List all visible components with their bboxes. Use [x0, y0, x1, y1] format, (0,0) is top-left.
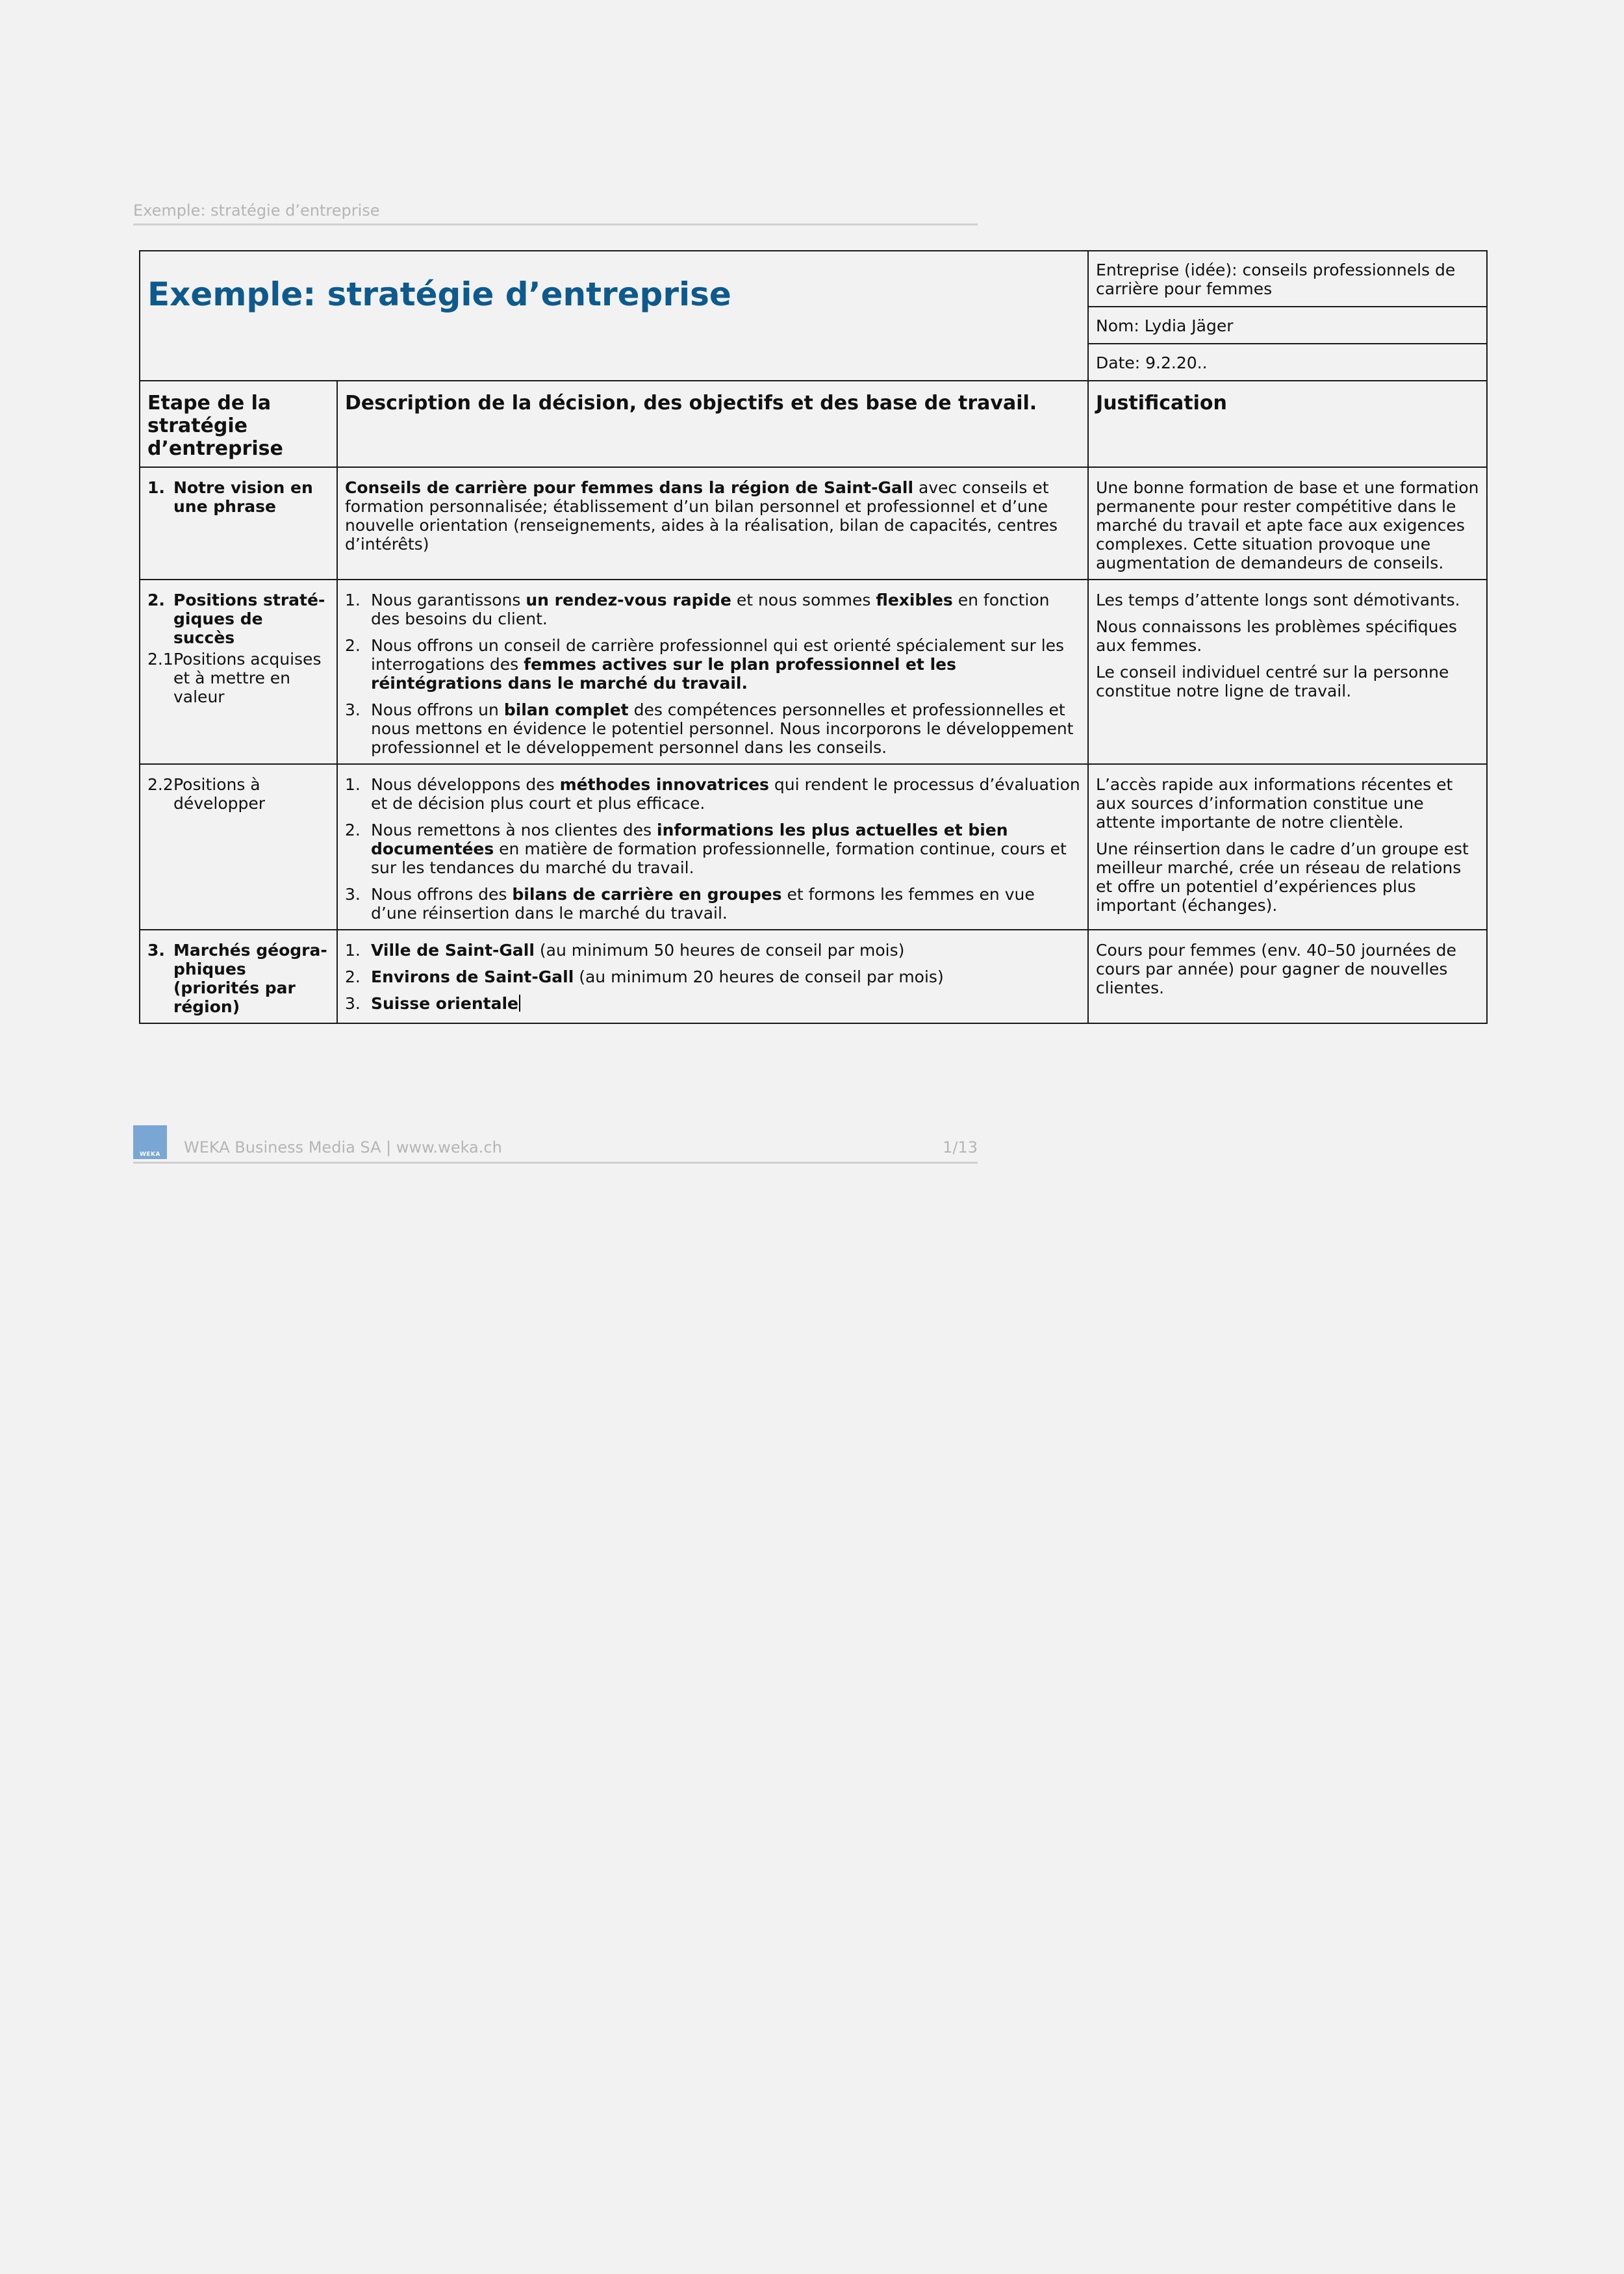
- header-description: Description de la décision, des objectifs et des base de travail.: [337, 381, 1088, 467]
- stage-cell: [140, 764, 337, 930]
- item-number: 2.: [345, 636, 361, 655]
- sub-stage-number: 2.1: [147, 650, 173, 669]
- item-number: 2.: [345, 967, 361, 986]
- header-justification: Justification: [1088, 381, 1487, 467]
- item-bold: un rendez-vous rapide: [526, 591, 731, 609]
- table-row: [140, 580, 1487, 764]
- strategy-table: [139, 250, 1488, 1024]
- item-text: en fonction des besoins du client.: [371, 591, 1050, 628]
- list-item: [345, 941, 1080, 960]
- item-text: des compétences personnelles et professionnelles et nous mettons en évidence le potentiel personnel. Nous incorporons le développement professionnel et le développement personnel dans les conseils.: [371, 700, 1074, 757]
- stage-label: Positions stratégiques de succès: [173, 591, 325, 647]
- item-bold: Environs de Saint-Gall: [371, 967, 574, 986]
- item-bold: flexibles: [876, 591, 953, 609]
- item-number: 3.: [345, 700, 361, 719]
- table-row: [140, 467, 1487, 580]
- stage-number: 2.: [147, 591, 165, 609]
- item-bold: femmes actives sur le plan professionnel et les réintégrations dans le marché du travail.: [371, 655, 956, 693]
- table-row: [140, 764, 1487, 930]
- list-item: [345, 967, 1080, 986]
- logo-text: WEKA: [139, 1151, 160, 1158]
- item-bold: Ville de Saint-Gall: [371, 941, 535, 960]
- justification-text: Une bonne formation de base et une formation permanente pour rester compétitive dans le marché du travail et apte face aux exigences complexes. Cette situation provoque une augmentation de demandeurs de conseils.: [1096, 478, 1479, 572]
- sub-stage-label: Positions à développer: [173, 775, 266, 813]
- meta-date: Date: 9.2.20..: [1088, 344, 1487, 381]
- list-item: [345, 591, 1080, 628]
- page-footer: [133, 1125, 978, 1164]
- justification-text: L’accès rapide aux informations récentes et aux sources d’information constitue une attente importante de notre clientèle.: [1096, 775, 1453, 832]
- item-text: et formons les femmes en vue d’une réinsertion dans le marché du travail.: [371, 885, 1035, 923]
- description-bold: Conseils de carrière pour femmes dans la région de Saint-Gall: [345, 478, 914, 497]
- stage-number: 3.: [147, 941, 165, 960]
- stage-cell: [140, 930, 337, 1023]
- item-number: 2.: [345, 821, 361, 839]
- item-number: 1.: [345, 591, 361, 609]
- item-text: Nous remettons à nos clientes des: [371, 821, 657, 839]
- sub-stage-label: Positions acquises et à mettre en valeur: [173, 650, 322, 706]
- justification-text: Cours pour femmes (env. 40–50 journées de cours par année) pour gagner de nouvelles clientes.: [1096, 941, 1456, 997]
- item-text: Nous offrons un conseil de carrière professionnel qui est orienté spécialement sur les interrogations des: [371, 636, 1065, 674]
- stage-label: Marchés géographiques (priorités par région): [173, 941, 327, 1016]
- header-stage: Etape de la stratégie d’entreprise: [140, 381, 337, 467]
- stage-number: 1.: [147, 478, 165, 497]
- item-text: Nous offrons des: [371, 885, 513, 904]
- item-bold: informations les plus actuelles et bien documentées: [371, 821, 1008, 858]
- justification-cell: [1088, 764, 1487, 930]
- page-number: 1/13: [943, 1138, 978, 1156]
- item-number: 1.: [345, 775, 361, 794]
- text-cursor: [519, 995, 520, 1012]
- list-item: [345, 700, 1080, 757]
- justification-cell: [1088, 580, 1487, 764]
- stage-cell: [140, 580, 337, 764]
- justification-text: Nous connaissons les problèmes spécifiques aux femmes.: [1096, 617, 1457, 655]
- meta-entreprise: Entreprise (idée): conseils professionnels de carrière pour femmes: [1088, 251, 1487, 307]
- item-text: et nous sommes: [731, 591, 876, 609]
- weka-logo-icon: [133, 1125, 167, 1159]
- description-text: avec conseils et formation personnalisée; établissement d’un bilan personnel et professionnel et d’une nouvelle orientation (renseignements, aides à la réalisation, bilan de capacités, centres d’intérêts): [345, 478, 1058, 554]
- item-text: qui rendent le processus d’évaluation et de décision plus court et plus efficace.: [371, 775, 1080, 813]
- item-bold: Suisse orientale: [371, 994, 518, 1013]
- table-row: [140, 930, 1487, 1023]
- item-number: 1.: [345, 941, 361, 960]
- stage-label: Notre vision en une phrase: [173, 478, 313, 516]
- list-item: [345, 821, 1080, 877]
- item-text: Nous offrons un: [371, 700, 504, 719]
- item-text: Nous garantissons: [371, 591, 526, 609]
- description-cell: [337, 764, 1088, 930]
- list-item: [345, 885, 1080, 923]
- page-title: Exemple: stratégie d’entreprise: [140, 251, 1088, 381]
- item-bold: bilans de carrière en groupes: [512, 885, 782, 904]
- item-text: (au minimum 50 heures de conseil par mois): [534, 941, 905, 960]
- list-item: [345, 636, 1080, 693]
- justification-text: Une réinsertion dans le cadre d’un groupe est meilleur marché, crée un réseau de relations et offre un potentiel d’expériences plus important (échanges).: [1096, 839, 1469, 915]
- footer-text: WEKA Business Media SA | www.weka.ch: [184, 1138, 502, 1156]
- item-text: Nous développons des: [371, 775, 560, 794]
- description-cell: [337, 467, 1088, 580]
- stage-cell: [140, 467, 337, 580]
- running-header: Exemple: stratégie d’entreprise: [133, 201, 978, 225]
- item-bold: méthodes innovatrices: [559, 775, 769, 794]
- description-cell: [337, 580, 1088, 764]
- justification-cell: [1088, 467, 1487, 580]
- item-bold: bilan complet: [503, 700, 629, 719]
- justification-text: Les temps d’attente longs sont démotivants.: [1096, 591, 1460, 609]
- list-item: [345, 775, 1080, 813]
- item-text: en matière de formation professionnelle, formation continue, cours et sur les tendances du marché du travail.: [371, 839, 1067, 877]
- list-item: [345, 994, 1080, 1013]
- item-number: 3.: [345, 885, 361, 904]
- item-number: 3.: [345, 994, 361, 1013]
- sub-stage-number: 2.2: [147, 775, 173, 794]
- item-text: (au minimum 20 heures de conseil par mois): [574, 967, 944, 986]
- meta-nom: Nom: Lydia Jäger: [1088, 307, 1487, 344]
- justification-cell: [1088, 930, 1487, 1023]
- description-cell[interactable]: [337, 930, 1088, 1023]
- justification-text: Le conseil individuel centré sur la personne constitue notre ligne de travail.: [1096, 663, 1449, 700]
